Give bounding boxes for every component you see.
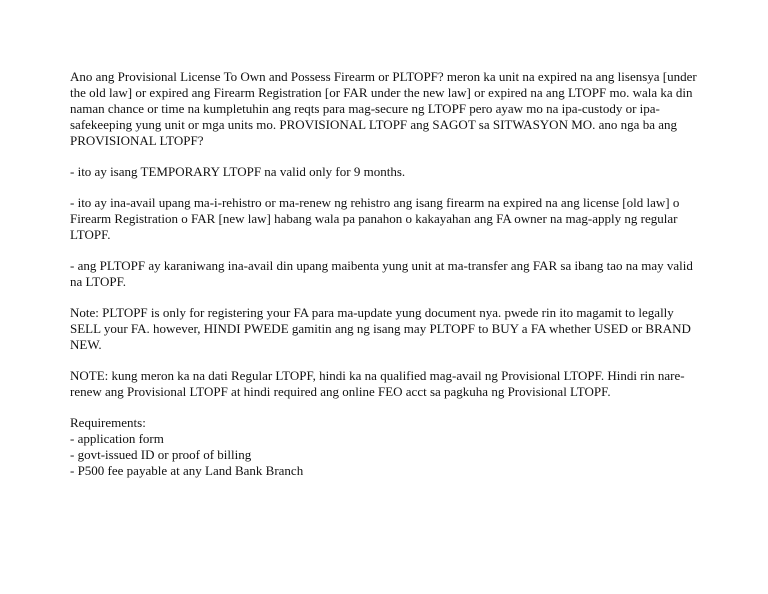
requirements-list: [70, 431, 700, 479]
eligibility-note-paragraph: NOTE: kung meron ka na dati Regular LTOPF, hindi ka na qualified mag-avail ng Provisional LTOPF. Hindi rin nare-renew ang Provisional LTOPF at hindi required ang online FEO acct sa pagkuha ng Provisional LTOPF.: [70, 368, 685, 399]
requirements-section: [70, 415, 700, 479]
temporary-note-paragraph: - ito ay isang TEMPORARY LTOPF na valid only for 9 months.: [70, 164, 406, 179]
requirements-heading: Requirements:: [70, 415, 146, 430]
renewal-purpose-paragraph: - ito ay ina-avail upang ma-i-rehistro or ma-renew ng rehistro ang isang firearm na expired na ang license [old law] o Firearm Registration o FAR [new law] habang wala pa panahon o kakayahan ang FA owner na mag-apply ng regular LTOPF.: [70, 195, 680, 242]
requirement-item: - govt-issued ID or proof of billing: [70, 447, 252, 462]
document-page: [70, 69, 700, 479]
requirement-item: - P500 fee payable at any Land Bank Branch: [70, 463, 304, 478]
intro-paragraph: Ano ang Provisional License To Own and Possess Firearm or PLTOPF? meron ka unit na expired na ang lisensya [under the old law] or expired ang Firearm Registration [or FAR under the new law] or expired na ang LTOPF mo. wala ka din naman chance or time na kumpletuhin ang reqts para mag-secure ng LTOPF pero ayaw mo na ipa-custody or ipa-safekeeping yung unit or mga units mo. PROVISIONAL LTOPF ang SAGOT sa SITWASYON MO. ano nga ba ang PROVISIONAL LTOPF?: [70, 69, 697, 148]
transfer-purpose-paragraph: - ang PLTOPF ay karaniwang ina-avail din upang maibenta yung unit at ma-transfer ang FAR sa ibang tao na may valid na LTOPF.: [70, 258, 693, 289]
requirement-item: - application form: [70, 431, 164, 446]
usage-note-paragraph: Note: PLTOPF is only for registering your FA para ma-update yung document nya. pwede rin ito magamit to legally SELL your FA. however, HINDI PWEDE gamitin ang ng isang may PLTOPF to BUY a FA whether USED or BRAND NEW.: [70, 305, 691, 352]
